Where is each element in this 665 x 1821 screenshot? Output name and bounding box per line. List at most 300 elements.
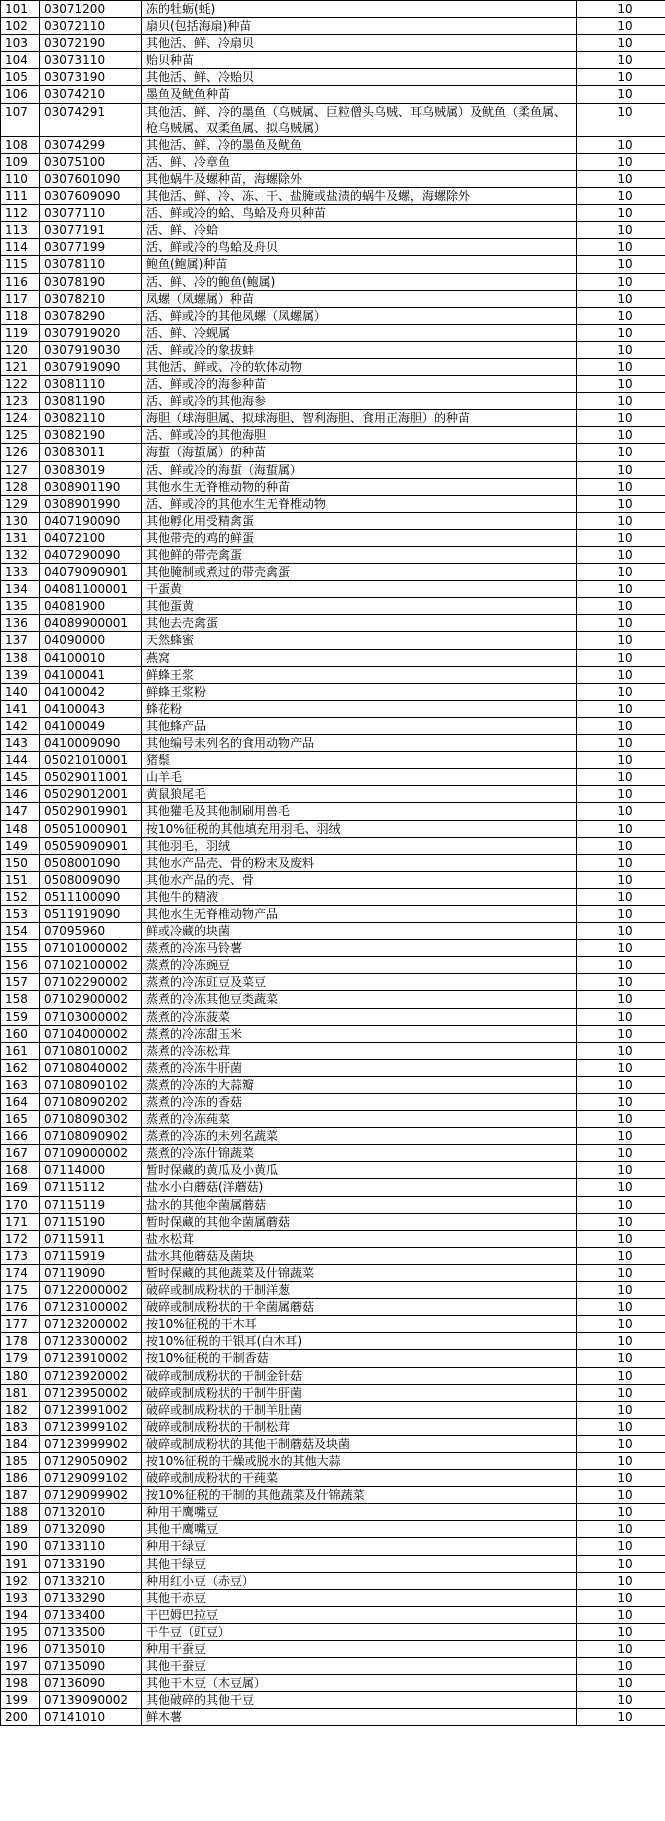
row-number-cell: 131 <box>1 529 40 546</box>
row-number-cell: 168 <box>1 1162 40 1179</box>
description-cell: 山羊毛 <box>142 769 577 786</box>
commodity-code-cell: 07108040002 <box>40 1059 142 1076</box>
rate-cell: 10 <box>577 1350 665 1367</box>
description-cell: 破碎或制成粉状的干制洋葱 <box>142 1282 577 1299</box>
table-row <box>1 1076 665 1093</box>
table-row <box>1 1179 665 1196</box>
row-number-cell: 143 <box>1 735 40 752</box>
row-number-cell: 163 <box>1 1076 40 1093</box>
description-cell: 冻的牡蛎(蚝) <box>142 1 577 18</box>
commodity-code-cell: 03078110 <box>40 256 142 273</box>
commodity-code-cell: 03082110 <box>40 410 142 427</box>
row-number-cell: 109 <box>1 153 40 170</box>
description-cell: 海蜇（海蜇属）的种苗 <box>142 444 577 461</box>
description-cell: 其他活、鲜、冷的墨鱼（乌贼属、巨粒僧头乌贼、耳乌贼属）及鱿鱼（柔鱼属、枪乌贼属、双柔鱼属、拟乌贼属） <box>142 103 577 136</box>
rate-cell: 10 <box>577 18 665 35</box>
rate-cell: 10 <box>577 103 665 136</box>
table-row <box>1 86 665 103</box>
row-number-cell: 182 <box>1 1401 40 1418</box>
table-row <box>1 1367 665 1384</box>
row-number-cell: 134 <box>1 581 40 598</box>
rate-cell: 10 <box>577 1589 665 1606</box>
table-row <box>1 1196 665 1213</box>
description-cell: 海胆（球海胆属、拟球海胆、智利海胆、食用正海胆）的种苗 <box>142 410 577 427</box>
row-number-cell: 144 <box>1 752 40 769</box>
table-row <box>1 478 665 495</box>
row-number-cell: 145 <box>1 769 40 786</box>
table-row <box>1 1350 665 1367</box>
commodity-code-cell: 0508001090 <box>40 854 142 871</box>
description-cell: 墨鱼及鱿鱼种苗 <box>142 86 577 103</box>
row-number-cell: 196 <box>1 1641 40 1658</box>
rate-cell: 10 <box>577 1418 665 1435</box>
description-cell: 其他带壳的鸡的鲜蛋 <box>142 529 577 546</box>
commodity-code-cell: 07108090302 <box>40 1111 142 1128</box>
table-row <box>1 307 665 324</box>
table-row <box>1 18 665 35</box>
row-number-cell: 113 <box>1 222 40 239</box>
commodity-code-cell: 03081190 <box>40 393 142 410</box>
table-row <box>1 1264 665 1281</box>
table-row <box>1 512 665 529</box>
description-cell: 活、鲜、冷蚬属 <box>142 324 577 341</box>
commodity-code-cell: 07129050902 <box>40 1452 142 1469</box>
row-number-cell: 107 <box>1 103 40 136</box>
rate-cell: 10 <box>577 1316 665 1333</box>
table-row <box>1 717 665 734</box>
rate-cell: 10 <box>577 1675 665 1692</box>
table-row <box>1 1094 665 1111</box>
description-cell: 破碎或制成粉状的干伞菌属蘑菇 <box>142 1299 577 1316</box>
commodity-code-cell: 03074291 <box>40 103 142 136</box>
rate-cell: 10 <box>577 444 665 461</box>
commodity-code-cell: 0511100090 <box>40 888 142 905</box>
row-number-cell: 174 <box>1 1264 40 1281</box>
table-row <box>1 290 665 307</box>
table-row <box>1 170 665 187</box>
row-number-cell: 129 <box>1 495 40 512</box>
row-number-cell: 179 <box>1 1350 40 1367</box>
row-number-cell: 187 <box>1 1487 40 1504</box>
row-number-cell: 181 <box>1 1384 40 1401</box>
description-cell: 其他干蚕豆 <box>142 1658 577 1675</box>
commodity-code-cell: 07133500 <box>40 1623 142 1640</box>
rate-cell: 10 <box>577 529 665 546</box>
commodity-code-cell: 03074210 <box>40 86 142 103</box>
commodity-code-cell: 07129099902 <box>40 1487 142 1504</box>
rate-cell: 10 <box>577 1299 665 1316</box>
rate-cell: 10 <box>577 427 665 444</box>
row-number-cell: 115 <box>1 256 40 273</box>
table-row <box>1 153 665 170</box>
rate-cell: 10 <box>577 1094 665 1111</box>
rate-cell: 10 <box>577 376 665 393</box>
description-cell: 蒸煮的冷冻豇豆及菜豆 <box>142 974 577 991</box>
rate-cell: 10 <box>577 1213 665 1230</box>
table-row <box>1 222 665 239</box>
rate-cell: 10 <box>577 1128 665 1145</box>
rate-cell: 10 <box>577 205 665 222</box>
commodity-code-cell: 0508009090 <box>40 871 142 888</box>
description-cell: 鲍鱼(鲍属)种苗 <box>142 256 577 273</box>
description-cell: 按10%征税的干制的其他蔬菜及什锦蔬菜 <box>142 1487 577 1504</box>
commodity-code-cell: 0407190090 <box>40 512 142 529</box>
rate-cell: 10 <box>577 1282 665 1299</box>
commodity-code-cell: 07102100002 <box>40 957 142 974</box>
commodity-code-cell: 03073190 <box>40 69 142 86</box>
row-number-cell: 125 <box>1 427 40 444</box>
description-cell: 按10%征税的干木耳 <box>142 1316 577 1333</box>
row-number-cell: 186 <box>1 1470 40 1487</box>
table-row <box>1 803 665 820</box>
description-cell: 扇贝(包括海扇)种苗 <box>142 18 577 35</box>
row-number-cell: 121 <box>1 358 40 375</box>
table-row <box>1 205 665 222</box>
commodity-code-cell: 03077199 <box>40 239 142 256</box>
table-row <box>1 1111 665 1128</box>
rate-cell: 10 <box>577 1333 665 1350</box>
rate-cell: 10 <box>577 290 665 307</box>
table-row <box>1 957 665 974</box>
rate-cell: 10 <box>577 341 665 358</box>
rate-cell: 10 <box>577 1504 665 1521</box>
description-cell: 破碎或制成粉状的其他干制蘑菇及块菌 <box>142 1435 577 1452</box>
rate-cell: 10 <box>577 1367 665 1384</box>
row-number-cell: 133 <box>1 564 40 581</box>
rate-cell: 10 <box>577 52 665 69</box>
description-cell: 破碎或制成粉状的干制金针菇 <box>142 1367 577 1384</box>
table-row <box>1 1213 665 1230</box>
table-row <box>1 1470 665 1487</box>
rate-cell: 10 <box>577 1 665 18</box>
description-cell: 干巴姆巴拉豆 <box>142 1606 577 1623</box>
description-cell: 暂时保藏的其他伞菌属蘑菇 <box>142 1213 577 1230</box>
commodity-code-cell: 04100043 <box>40 700 142 717</box>
table-row <box>1 1025 665 1042</box>
table-row <box>1 358 665 375</box>
rate-cell: 10 <box>577 512 665 529</box>
rate-cell: 10 <box>577 700 665 717</box>
table-row <box>1 1247 665 1264</box>
description-cell: 种用干蚕豆 <box>142 1641 577 1658</box>
description-cell: 蒸煮的冷冻马铃薯 <box>142 940 577 957</box>
row-number-cell: 171 <box>1 1213 40 1230</box>
table-row <box>1 666 665 683</box>
table-row <box>1 1418 665 1435</box>
row-number-cell: 139 <box>1 666 40 683</box>
description-cell: 其他鲜的带壳禽蛋 <box>142 547 577 564</box>
rate-cell: 10 <box>577 358 665 375</box>
description-cell: 破碎或制成粉状的干制松茸 <box>142 1418 577 1435</box>
rate-cell: 10 <box>577 1692 665 1709</box>
description-cell: 蒸煮的冷冻莼菜 <box>142 1111 577 1128</box>
row-number-cell: 165 <box>1 1111 40 1128</box>
table-row <box>1 495 665 512</box>
table-row <box>1 888 665 905</box>
description-cell: 其他水产品壳、骨的粉末及废料 <box>142 854 577 871</box>
description-cell: 盐水松茸 <box>142 1230 577 1247</box>
row-number-cell: 160 <box>1 1025 40 1042</box>
commodity-code-cell: 03081110 <box>40 376 142 393</box>
description-cell: 活、鲜或冷的其他凤螺（凤螺属） <box>142 307 577 324</box>
rate-cell: 10 <box>577 393 665 410</box>
commodity-code-cell: 07122000002 <box>40 1282 142 1299</box>
commodity-code-cell: 05029019901 <box>40 803 142 820</box>
rate-cell: 10 <box>577 1709 665 1726</box>
description-cell: 蒸煮的冷冻什锦蔬菜 <box>142 1145 577 1162</box>
row-number-cell: 141 <box>1 700 40 717</box>
table-row <box>1 1128 665 1145</box>
commodity-code-cell: 04089900001 <box>40 615 142 632</box>
commodity-code-cell: 07123950002 <box>40 1384 142 1401</box>
description-cell: 其他羽毛，羽绒 <box>142 837 577 854</box>
table-row <box>1 1521 665 1538</box>
commodity-code-cell: 07135010 <box>40 1641 142 1658</box>
rate-cell: 10 <box>577 170 665 187</box>
description-cell: 其他去壳禽蛋 <box>142 615 577 632</box>
description-cell: 蒸煮的冷冻松茸 <box>142 1042 577 1059</box>
table-row <box>1 35 665 52</box>
commodity-code-cell: 07095960 <box>40 923 142 940</box>
table-row <box>1 1709 665 1726</box>
rate-cell: 10 <box>577 735 665 752</box>
rate-cell: 10 <box>577 1401 665 1418</box>
commodity-code-cell: 07135090 <box>40 1658 142 1675</box>
description-cell: 活、鲜或冷的其他海胆 <box>142 427 577 444</box>
table-row <box>1 615 665 632</box>
row-number-cell: 194 <box>1 1606 40 1623</box>
row-number-cell: 193 <box>1 1589 40 1606</box>
table-row <box>1 427 665 444</box>
row-number-cell: 130 <box>1 512 40 529</box>
row-number-cell: 162 <box>1 1059 40 1076</box>
rate-cell: 10 <box>577 188 665 205</box>
description-cell: 其他牛的精液 <box>142 888 577 905</box>
rate-cell: 10 <box>577 1247 665 1264</box>
commodity-code-cell: 07132090 <box>40 1521 142 1538</box>
table-row <box>1 905 665 922</box>
commodity-code-cell: 07115190 <box>40 1213 142 1230</box>
row-number-cell: 105 <box>1 69 40 86</box>
table-row <box>1 256 665 273</box>
row-number-cell: 124 <box>1 410 40 427</box>
description-cell: 凤螺（凤螺属）种苗 <box>142 290 577 307</box>
rate-cell: 10 <box>577 820 665 837</box>
commodity-code-cell: 07115119 <box>40 1196 142 1213</box>
row-number-cell: 170 <box>1 1196 40 1213</box>
table-row <box>1 649 665 666</box>
rate-cell: 10 <box>577 717 665 734</box>
description-cell: 活、鲜、冷的鲍鱼(鲍属) <box>142 273 577 290</box>
table-row <box>1 1042 665 1059</box>
description-cell: 盐水其他蘑菇及菌块 <box>142 1247 577 1264</box>
commodity-code-cell: 04079090901 <box>40 564 142 581</box>
rate-cell: 10 <box>577 1230 665 1247</box>
table-row <box>1 69 665 86</box>
commodity-code-cell: 0308901990 <box>40 495 142 512</box>
table-row <box>1 1059 665 1076</box>
row-number-cell: 199 <box>1 1692 40 1709</box>
description-cell: 其他活、鲜、冷的墨鱼及鱿鱼 <box>142 136 577 153</box>
table-row <box>1 1555 665 1572</box>
row-number-cell: 161 <box>1 1042 40 1059</box>
description-cell: 按10%征税的干燥或脱水的其他大蒜 <box>142 1452 577 1469</box>
commodity-code-cell: 07101000002 <box>40 940 142 957</box>
table-row <box>1 632 665 649</box>
commodity-code-cell: 07103000002 <box>40 1008 142 1025</box>
rate-cell: 10 <box>577 854 665 871</box>
table-row <box>1 410 665 427</box>
rate-cell: 10 <box>577 1076 665 1093</box>
description-cell: 其他獾毛及其他制刷用兽毛 <box>142 803 577 820</box>
table-row <box>1 1675 665 1692</box>
rate-cell: 10 <box>577 1487 665 1504</box>
table-row <box>1 1572 665 1589</box>
rate-cell: 10 <box>577 1538 665 1555</box>
commodity-code-cell: 07109000002 <box>40 1145 142 1162</box>
row-number-cell: 169 <box>1 1179 40 1196</box>
rate-cell: 10 <box>577 974 665 991</box>
table-row <box>1 1658 665 1675</box>
commodity-code-cell: 05029012001 <box>40 786 142 803</box>
description-cell: 按10%征税的其他填充用羽毛、羽绒 <box>142 820 577 837</box>
rate-cell: 10 <box>577 1641 665 1658</box>
description-cell: 鲜木薯 <box>142 1709 577 1726</box>
commodity-code-cell: 07123910002 <box>40 1350 142 1367</box>
row-number-cell: 180 <box>1 1367 40 1384</box>
rate-cell: 10 <box>577 769 665 786</box>
commodity-code-cell: 0307919030 <box>40 341 142 358</box>
row-number-cell: 164 <box>1 1094 40 1111</box>
rate-cell: 10 <box>577 239 665 256</box>
rate-cell: 10 <box>577 683 665 700</box>
description-cell: 其他腌制或煮过的带壳禽蛋 <box>142 564 577 581</box>
row-number-cell: 184 <box>1 1435 40 1452</box>
rate-cell: 10 <box>577 461 665 478</box>
description-cell: 活、鲜或冷的鸟蛤及舟贝 <box>142 239 577 256</box>
rate-cell: 10 <box>577 871 665 888</box>
row-number-cell: 197 <box>1 1658 40 1675</box>
rate-cell: 10 <box>577 888 665 905</box>
row-number-cell: 106 <box>1 86 40 103</box>
row-number-cell: 172 <box>1 1230 40 1247</box>
description-cell: 按10%征税的干制香菇 <box>142 1350 577 1367</box>
table-row <box>1 1487 665 1504</box>
rate-cell: 10 <box>577 1521 665 1538</box>
row-number-cell: 101 <box>1 1 40 18</box>
table-row <box>1 837 665 854</box>
row-number-cell: 118 <box>1 307 40 324</box>
row-number-cell: 198 <box>1 1675 40 1692</box>
commodity-code-cell: 03072110 <box>40 18 142 35</box>
description-cell: 其他蛋黄 <box>142 598 577 615</box>
rate-cell: 10 <box>577 324 665 341</box>
row-number-cell: 116 <box>1 273 40 290</box>
commodity-code-cell: 0307601090 <box>40 170 142 187</box>
commodity-code-cell: 03083019 <box>40 461 142 478</box>
commodity-code-cell: 07123999902 <box>40 1435 142 1452</box>
rate-cell: 10 <box>577 495 665 512</box>
row-number-cell: 148 <box>1 820 40 837</box>
description-cell: 燕窝 <box>142 649 577 666</box>
table-row <box>1 461 665 478</box>
row-number-cell: 167 <box>1 1145 40 1162</box>
rate-cell: 10 <box>577 86 665 103</box>
rate-cell: 10 <box>577 1606 665 1623</box>
rate-cell: 10 <box>577 615 665 632</box>
description-cell: 蒸煮的冷冻菠菜 <box>142 1008 577 1025</box>
rate-cell: 10 <box>577 1111 665 1128</box>
table-row <box>1 1452 665 1469</box>
commodity-code-cell: 07136090 <box>40 1675 142 1692</box>
rate-cell: 10 <box>577 837 665 854</box>
description-cell: 鲜蜂王浆粉 <box>142 683 577 700</box>
rate-cell: 10 <box>577 803 665 820</box>
commodity-code-cell: 03082190 <box>40 427 142 444</box>
description-cell: 活、鲜或冷的其他水生无脊椎动物 <box>142 495 577 512</box>
commodity-code-cell: 0511919090 <box>40 905 142 922</box>
description-cell: 蜂花粉 <box>142 700 577 717</box>
commodity-code-cell: 07123999102 <box>40 1418 142 1435</box>
commodity-code-cell: 07108090902 <box>40 1128 142 1145</box>
row-number-cell: 128 <box>1 478 40 495</box>
rate-cell: 10 <box>577 1572 665 1589</box>
rate-cell: 10 <box>577 273 665 290</box>
rate-cell: 10 <box>577 1384 665 1401</box>
description-cell: 其他活、鲜、冷贻贝 <box>142 69 577 86</box>
rate-cell: 10 <box>577 1555 665 1572</box>
description-cell: 鲜蜂王浆 <box>142 666 577 683</box>
commodity-code-cell: 05051000901 <box>40 820 142 837</box>
rate-cell: 10 <box>577 1025 665 1042</box>
description-cell: 其他水生无脊椎动物的种苗 <box>142 478 577 495</box>
row-number-cell: 146 <box>1 786 40 803</box>
rate-cell: 10 <box>577 1623 665 1640</box>
table-row <box>1 1333 665 1350</box>
rate-cell: 10 <box>577 256 665 273</box>
description-cell: 其他干绿豆 <box>142 1555 577 1572</box>
row-number-cell: 102 <box>1 18 40 35</box>
commodity-code-cell: 07115911 <box>40 1230 142 1247</box>
commodity-code-cell: 0307919090 <box>40 358 142 375</box>
commodity-code-cell: 04090000 <box>40 632 142 649</box>
row-number-cell: 151 <box>1 871 40 888</box>
description-cell: 干蛋黄 <box>142 581 577 598</box>
description-cell: 暂时保藏的黄瓜及小黄瓜 <box>142 1162 577 1179</box>
rate-cell: 10 <box>577 666 665 683</box>
table-row <box>1 752 665 769</box>
description-cell: 其他干木豆（木豆属） <box>142 1675 577 1692</box>
row-number-cell: 150 <box>1 854 40 871</box>
row-number-cell: 147 <box>1 803 40 820</box>
row-number-cell: 123 <box>1 393 40 410</box>
description-cell: 蒸煮的冷冻豌豆 <box>142 957 577 974</box>
description-cell: 活、鲜或冷的海参种苗 <box>142 376 577 393</box>
commodity-code-cell: 0307609090 <box>40 188 142 205</box>
commodity-code-cell: 0308901190 <box>40 478 142 495</box>
description-cell: 蒸煮的冷冻牛肝菌 <box>142 1059 577 1076</box>
table-row <box>1 923 665 940</box>
row-number-cell: 192 <box>1 1572 40 1589</box>
table-row <box>1 1282 665 1299</box>
commodity-code-cell: 07115112 <box>40 1179 142 1196</box>
table-row <box>1 1145 665 1162</box>
table-row <box>1 1162 665 1179</box>
rate-cell: 10 <box>577 1162 665 1179</box>
commodity-code-cell: 07108010002 <box>40 1042 142 1059</box>
description-cell: 其他干赤豆 <box>142 1589 577 1606</box>
table-row <box>1 991 665 1008</box>
